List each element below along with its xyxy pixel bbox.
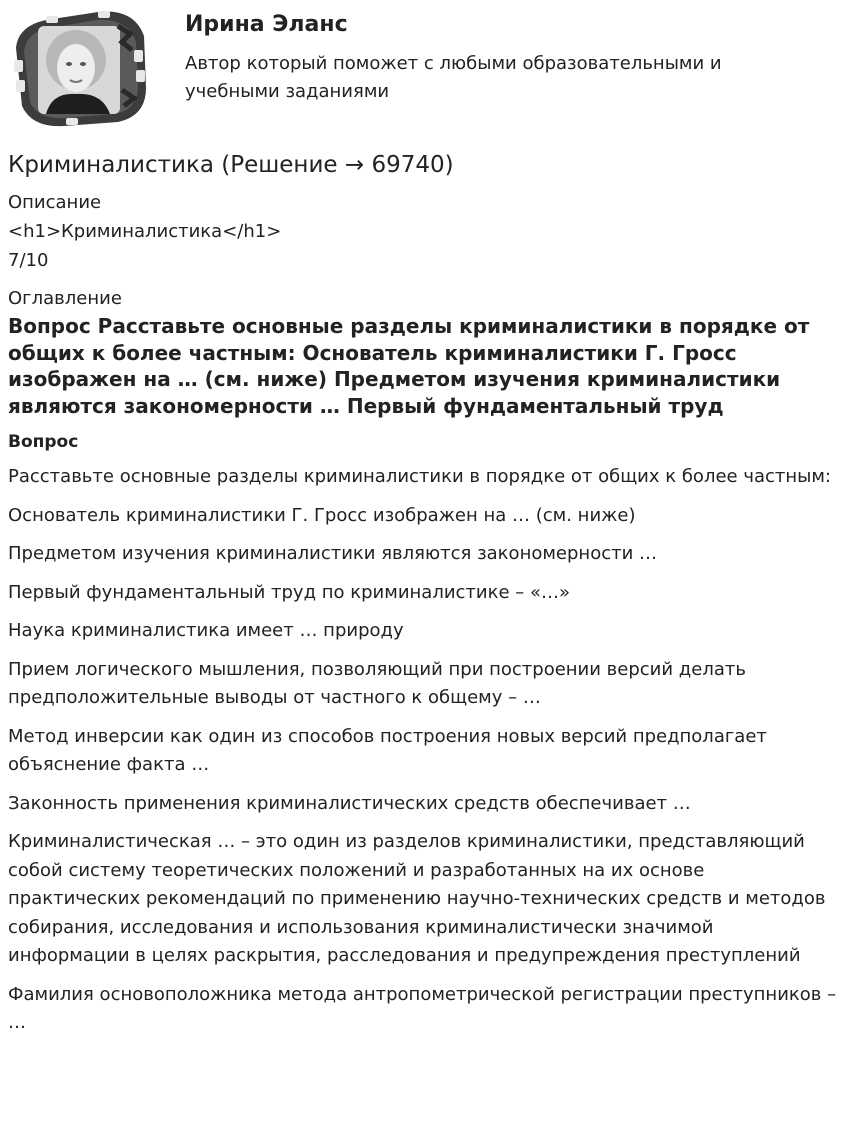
question-item: Наука криминалистика имеет … природу (8, 620, 404, 641)
question-label: Вопрос (8, 432, 79, 452)
author-name: Ирина Эланс (185, 12, 348, 37)
author-bio: Автор который поможет с любыми образовательными и учебными заданиями (185, 53, 722, 102)
question-item: Предметом изучения криминалистики являются закономерности … (8, 543, 658, 564)
question-item: Прием логического мышления, позволяющий при построении версий делать предположительные выводы от частного к общему – … (8, 658, 746, 708)
document-title: Криминалистика (Решение → 69740) (8, 152, 454, 178)
question-item: Криминалистическая … – это один из разделов криминалистики, представляющий собой систему теоретических положений и разработанных на их основе практических рекомендаций по применению научно-технических средств и методов собирания, исследования и использования криминалистически значимой информации в целях раскрытия, расследования и предупреждения преступлений (8, 831, 826, 966)
toc-heading: Вопрос Расставьте основные разделы криминалистики в порядке от общих к более частным: Основатель криминалистики Г. Гросс изображен на … (см. ниже) Предметом изучения криминалистики являются закономерности … Первый фундаментальный труд (8, 314, 810, 418)
question-item: Фамилия основоположника метода антропометрической регистрации преступников – … (8, 983, 837, 1033)
question-item: Первый фундаментальный труд по криминалистике – «…» (8, 581, 571, 603)
author-card (0, 0, 847, 135)
score: 7/10 (8, 250, 49, 271)
author-avatar (6, 8, 152, 128)
question-list (8, 463, 838, 1038)
document-content (8, 148, 838, 1048)
question-item: Расставьте основные разделы криминалистики в порядке от общих к более частным: (8, 466, 831, 487)
description-code: <h1>Криминалистика</h1> (8, 221, 282, 242)
toc-label: Оглавление (8, 288, 122, 309)
description-label: Описание (8, 192, 102, 213)
question-item: Метод инверсии как один из способов построения новых версий предполагает объяснение факта … (8, 725, 767, 775)
question-item: Основатель криминалистики Г. Гросс изображен на … (см. ниже) (8, 504, 636, 526)
question-item: Законность применения криминалистических средств обеспечивает … (8, 792, 691, 814)
